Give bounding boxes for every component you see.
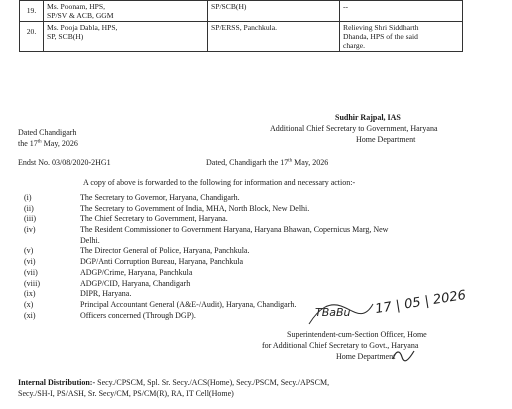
endorsement-number: Endst No. 03/08/2020-2HG1 — [18, 158, 111, 167]
signatory-designation: Additional Chief Secretary to Government, Haryana — [270, 124, 438, 133]
officer-department: Home Department — [336, 352, 396, 361]
handwritten-initial-icon — [390, 347, 418, 363]
internal-distribution — [18, 378, 329, 388]
forwarding-intro: A copy of above is forwarded to the following for information and necessary action:- — [83, 178, 356, 187]
handwritten-date: 17 | 05 | 2026 — [374, 287, 468, 318]
officer-for-line: for Additional Chief Secretary to Govt., Haryana — [262, 341, 419, 350]
table-row — [20, 1, 463, 22]
name-line: Ms. Poonam, HPS, — [47, 2, 106, 11]
internal-distribution-line-2: Secy./SH-I, PS/ASH, Sr. Secy/CM, PS/CM(R), RA, IT Cell(Home) — [18, 389, 234, 398]
name-line: Ms. Pooja Dabla, HPS, — [47, 23, 118, 32]
signatory-department: Home Department — [356, 135, 416, 144]
row-number: 20. — [20, 22, 44, 52]
name-line: SP, SCB(H) — [47, 32, 84, 41]
dated-date: the 17th May, 2026 — [18, 139, 78, 148]
signature-flourish-icon — [305, 296, 377, 330]
endorsement-date: Dated, Chandigarh the 17th May, 2026 — [206, 158, 329, 167]
posting-cell: SP/ERSS, Panchkula. — [208, 22, 340, 52]
remark-line: charge. — [343, 41, 365, 50]
postings-table — [19, 0, 463, 52]
name-line: SP/SV & ACB, GGM — [47, 11, 114, 20]
table-row — [20, 22, 463, 52]
officer-name-cell — [44, 1, 208, 22]
internal-distribution-label: Internal Distribution:- — [18, 378, 96, 387]
signatory-name: Sudhir Rajpal, IAS — [335, 113, 401, 122]
internal-distribution-line: Secy./CPSCM, Spl. Sr. Secy./ACS(Home), Secy./PSCM, Secy./APSCM, — [95, 378, 330, 387]
dated-line: Dated Chandigarh — [18, 128, 77, 137]
remark-line: -- — [343, 2, 349, 11]
remark-line: Dhanda, HPS of the said — [343, 32, 418, 41]
remarks-cell — [340, 22, 463, 52]
officer-name-cell — [44, 22, 208, 52]
remark-line: Relieving Shri Siddharth — [343, 23, 419, 32]
remarks-cell — [340, 1, 463, 22]
officer-title: Superintendent-cum-Section Officer, Home — [287, 330, 427, 339]
row-number: 19. — [20, 1, 44, 22]
posting-cell: SP/SCB(H) — [208, 1, 340, 22]
handwritten-initials: TBaBu — [315, 306, 351, 319]
